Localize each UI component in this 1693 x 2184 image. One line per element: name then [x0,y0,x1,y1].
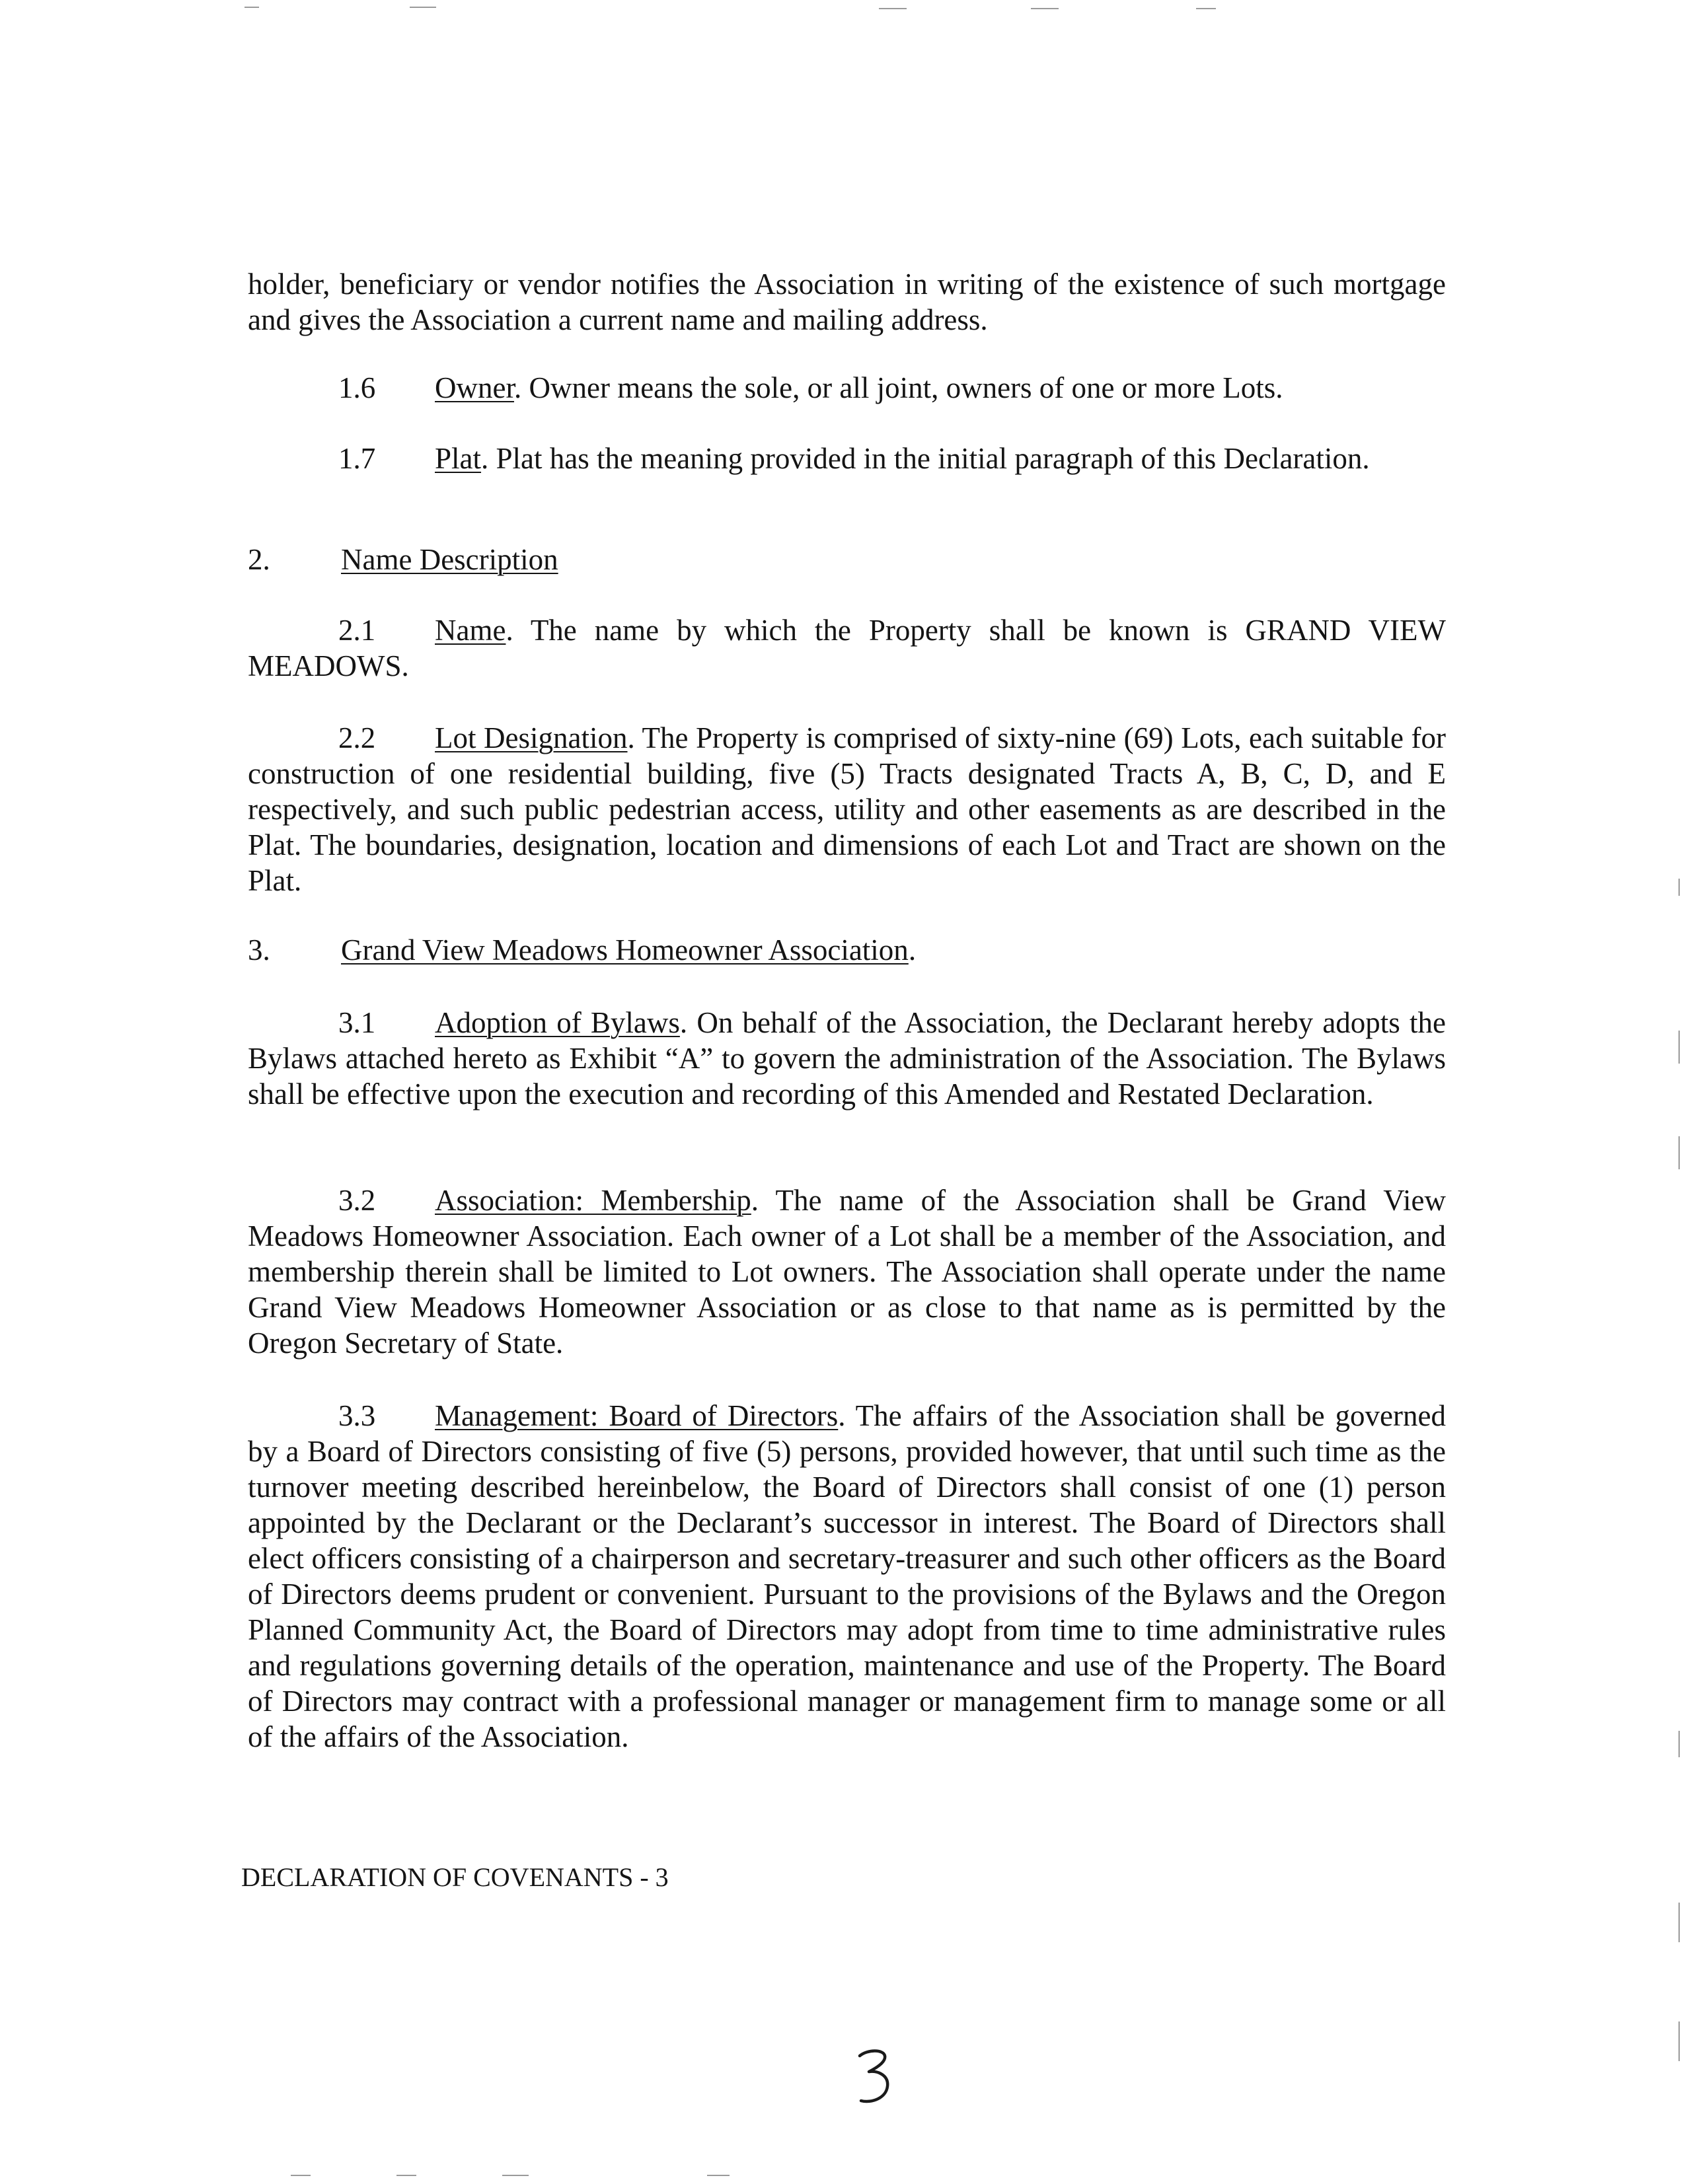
section-text: . On behalf of the Association, the Declarant hereby adopts the Bylaws attached hereto as Exhibit “A” to govern the administration of the Association. The Bylaws shall be effective upon the execution and recording of this Amended and Restated Declaration. [248,1006,1446,1110]
section-2-1 [248,612,1446,684]
section-title: Grand View Meadows Homeowner Association [341,933,909,966]
scan-mark [396,2175,416,2176]
intro-paragraph: holder, beneficiary or vendor notifies the Association in writing of the existence of such mortgage and gives the Association a current name and mailing address. [248,268,1446,336]
section-number: 2. [248,543,270,576]
section-title: Plat [435,442,482,475]
scan-mark [1031,8,1059,9]
scan-mark [1678,1903,1680,1942]
section-text: . The name by which the Property shall be known is GRAND VIEW MEADOWS. [248,614,1446,682]
scan-mark [879,8,907,9]
section-title: Adoption of Bylaws [435,1006,680,1039]
scan-mark [1678,1136,1680,1169]
section-title: Owner [435,371,514,404]
scan-mark [1678,1731,1680,1757]
section-1-6 [248,370,1446,406]
section-number: 3.1 [338,1006,376,1039]
section-number: 3. [248,933,270,966]
section-text: . [908,933,917,966]
section-title: Name [435,614,506,647]
handwritten-page-number [854,2047,894,2106]
scan-mark [1678,1031,1680,1064]
section-1-7 [248,441,1446,476]
section-2-heading [248,542,1446,577]
scan-mark [707,2175,730,2176]
section-text: . Owner means the sole, or all joint, owners of one or more Lots. [513,371,1283,404]
section-number: 2.1 [338,614,376,647]
scan-mark [502,2175,529,2176]
page-footer: DECLARATION OF COVENANTS - 3 [241,1862,669,1892]
section-title: Lot Designation [435,721,628,754]
scan-mark [1678,879,1680,896]
section-3-heading [248,932,1446,968]
section-2-2 [248,720,1446,898]
section-3-3 [248,1398,1446,1755]
section-number: 2.2 [338,721,376,754]
section-text: . Plat has the meaning provided in the initial paragraph of this Declaration. [481,442,1370,475]
section-title: Association: Membership [435,1184,751,1217]
section-number: 1.6 [338,371,376,404]
section-title: Name Description [341,543,558,576]
section-title: Management: Board of Directors [435,1399,839,1432]
section-text: . The affairs of the Association shall be governed by a Board of Directors consisting of five (5) persons, provided however, that until such time as the turnover meeting described hereinbelow, the Board of Directors shall consist of one (1) person appointed by the Declarant or the Declarant’s successor in interest. The Board of Directors shall elect officers consisting of a chairperson and secretary-treasurer and such other officers as the Board of Directors deems prudent or convenient. Pursuant to the provisions of the Bylaws and the Oregon Planned Community Act, the Board of Directors may adopt from time to time administrative rules and regulations governing details of the operation, maintenance and use of the Property. The Board of Directors may contract with a professional manager or management firm to manage some or all of the affairs of the Association. [248,1399,1446,1753]
section-number: 3.2 [338,1184,376,1217]
section-3-2 [248,1183,1446,1361]
scan-mark [1196,8,1216,9]
scan-mark [245,7,259,8]
scan-mark [1678,2021,1680,2061]
section-text: . The Property is comprised of sixty-nine (69) Lots, each suitable for construction of one residential building, five (5) Tracts designated Tracts A, B, C, D, and E respectively, and such public pedestrian access, utility and other easements as are described in the Plat. The boundaries, designation, location and dimensions of each Lot and Tract are shown on the Plat. [248,721,1446,897]
section-3-1 [248,1005,1446,1112]
section-number: 3.3 [338,1399,376,1432]
scan-mark [291,2175,311,2176]
scan-mark [410,7,436,8]
section-text: . The name of the Association shall be Grand View Meadows Homeowner Association. Each owner of a Lot shall be a member of the Association, and membership therein shall be limited to Lot owners. The Association shall operate under the name Grand View Meadows Homeowner Association or as close to that name as is permitted by the Oregon Secretary of State. [248,1184,1446,1360]
section-number: 1.7 [338,442,376,475]
